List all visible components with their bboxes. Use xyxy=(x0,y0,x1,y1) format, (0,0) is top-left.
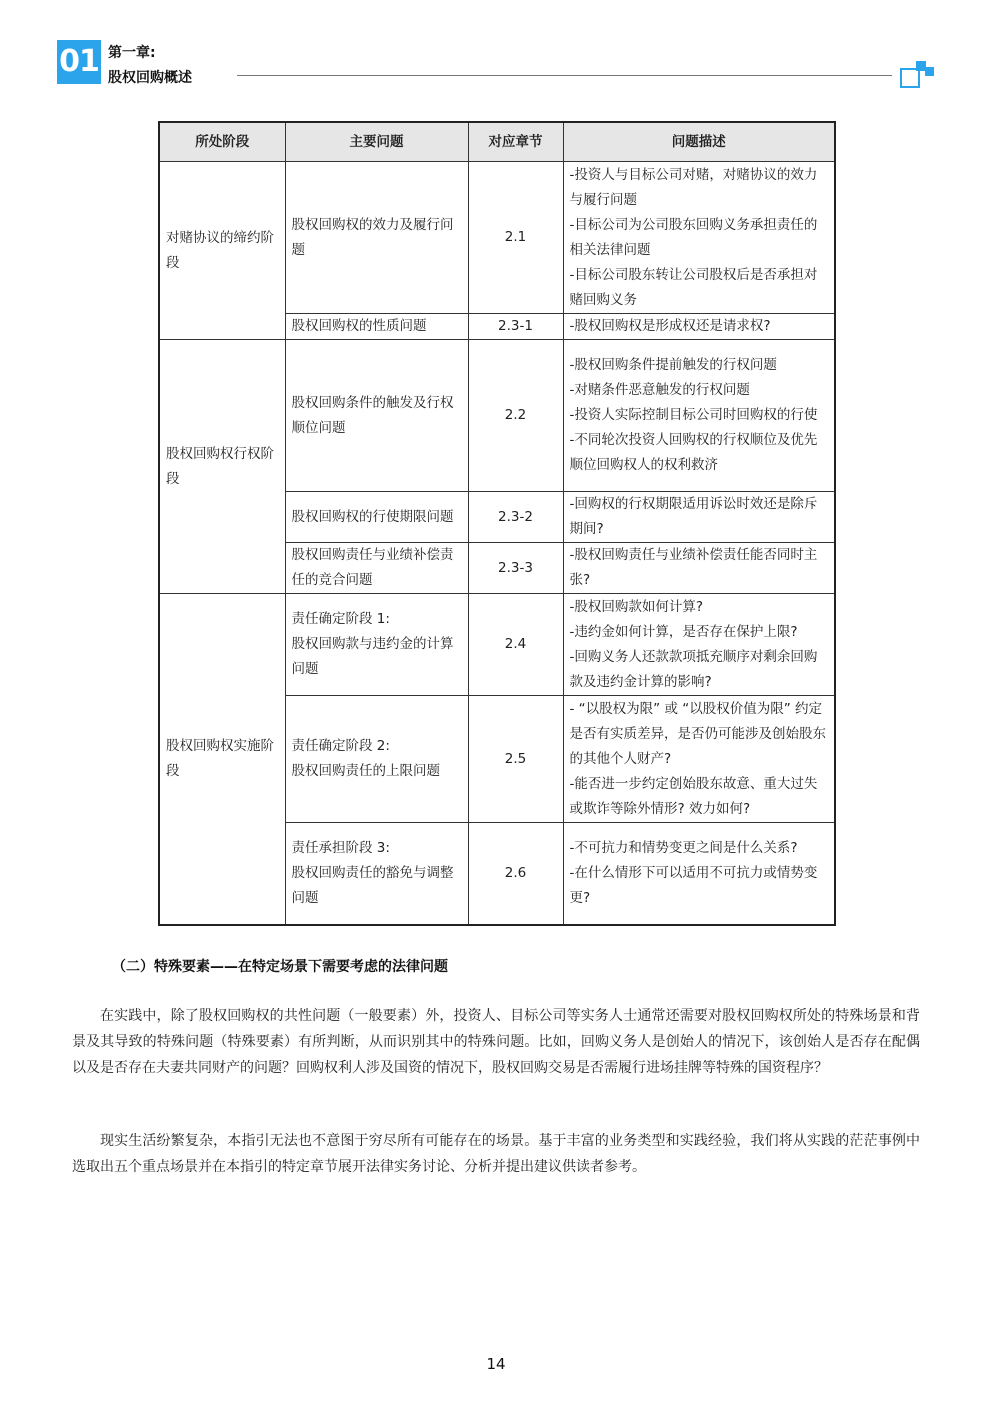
stage-cell: 股权回购权实施阶段 xyxy=(159,594,285,925)
description-line: -在什么情形下可以适用不可抗力或情势变更? xyxy=(569,864,818,906)
description-line: -回购义务人还款款项抵充顺序对剩余回购款及违约金计算的影响? xyxy=(569,648,818,690)
description-line: -股权回购权是形成权还是请求权? xyxy=(569,318,771,334)
body-paragraph: 在实践中，除了股权回购权的共性问题（一般要素）外，投资人、目标公司等实务人士通常还需要对股权回购权所处的特殊场景和背景及其导致的特殊问题（特殊要素）有所判断，从而识别其中的特殊问题。比如，回购义务人是创始人的情况下，该创始人是否存在配偶以及是否存在夫妻共同财产的问题？回购权利人涉及国资的情况下，股权回购交易是否需履行进场挂牌等特殊的国资程序？ xyxy=(72,1008,920,1076)
issue-phase-label: 责任确定阶段 1: xyxy=(291,611,390,627)
corner-squares-icon xyxy=(900,58,940,90)
col-header-stage: 所处阶段 xyxy=(159,122,285,162)
section-cell: 2.2 xyxy=(468,340,563,492)
issue-text: 股权回购款与违约金的计算问题 xyxy=(291,636,454,677)
description-line: -不同轮次投资人回购权的行权顺位及优先顺位回购权人的权利救济 xyxy=(569,432,818,473)
description-line: -股权回购条件提前触发的行权问题 xyxy=(569,357,777,373)
stage-cell: 对赌协议的缔约阶段 xyxy=(159,162,285,340)
section-cell: 2.3-2 xyxy=(468,492,563,543)
issue-cell: 股权回购条件的触发及行权顺位问题 xyxy=(285,340,468,492)
description-line: - “以股权为限” 或 “以股权价值为限” 约定是否有实质差异，是否仍可能涉及创始股东的其他个人财产? xyxy=(569,700,826,767)
issues-table xyxy=(158,121,836,926)
issue-cell: 股权回购权的行使期限问题 xyxy=(285,492,468,543)
chapter-label: 第一章: xyxy=(108,45,156,61)
description-cell xyxy=(563,543,835,594)
table-row xyxy=(159,162,835,314)
description-line: -投资人与目标公司对赌，对赌协议的效力与履行问题 xyxy=(569,166,818,208)
issue-cell xyxy=(285,696,468,823)
description-line: -投资人实际控制目标公司时回购权的行使 xyxy=(569,407,818,423)
table-row xyxy=(159,340,835,492)
section-cell: 2.5 xyxy=(468,696,563,823)
col-header-section: 对应章节 xyxy=(468,122,563,162)
chapter-title: 股权回购概述 xyxy=(108,70,192,86)
issue-text: 股权回购责任的上限问题 xyxy=(291,763,440,779)
stage-cell: 股权回购权行权阶段 xyxy=(159,340,285,594)
col-header-issue: 主要问题 xyxy=(285,122,468,162)
description-line: -目标公司股东转让公司股权后是否承担对赌回购义务 xyxy=(569,266,818,308)
description-line: -股权回购款如何计算? xyxy=(569,598,704,615)
issue-cell xyxy=(285,594,468,696)
body-paragraph: 现实生活纷繁复杂，本指引无法也不意图于穷尽所有可能存在的场景。基于丰富的业务类型和实践经验，我们将从实践的茫茫事例中选取出五个重点场景并在本指引的特定章节展开法律实务讨论、分析并提出建议供读者参考。 xyxy=(72,1133,920,1175)
description-line: -股权回购责任与业绩补偿责任能否同时主张? xyxy=(569,547,818,588)
issue-phase-label: 责任确定阶段 2: xyxy=(291,738,390,754)
section-cell: 2.3-3 xyxy=(468,543,563,594)
page-number: 14 xyxy=(486,1355,506,1373)
table-row xyxy=(159,594,835,696)
section-cell: 2.4 xyxy=(468,594,563,696)
issue-cell: 股权回购权的性质问题 xyxy=(285,314,468,340)
description-cell xyxy=(563,823,835,925)
description-line: -回购权的行权期限适用诉讼时效还是除斥期间? xyxy=(569,496,818,537)
col-header-description: 问题描述 xyxy=(563,122,835,162)
description-cell xyxy=(563,492,835,543)
description-line: -不可抗力和情势变更之间是什么关系? xyxy=(569,839,798,856)
issue-cell: 股权回购责任与业绩补偿责任的竞合问题 xyxy=(285,543,468,594)
table-header-row xyxy=(159,122,835,162)
description-line: -能否进一步约定创始股东故意、重大过失或欺诈等除外情形? 效力如何? xyxy=(569,775,818,817)
section-cell: 2.6 xyxy=(468,823,563,925)
description-cell xyxy=(563,340,835,492)
description-cell xyxy=(563,696,835,823)
issue-text: 股权回购责任的豁免与调整问题 xyxy=(291,864,454,906)
chapter-number-badge: 01 xyxy=(57,40,101,84)
section-subtitle: （二）特殊要素——在特定场景下需要考虑的法律问题 xyxy=(112,959,448,975)
issue-cell xyxy=(285,823,468,925)
issue-phase-label: 责任承担阶段 3: xyxy=(291,839,390,856)
chapter-header xyxy=(57,40,937,90)
description-cell xyxy=(563,594,835,696)
description-line: -违约金如何计算，是否存在保护上限? xyxy=(569,623,798,640)
issue-cell: 股权回购权的效力及履行问题 xyxy=(285,162,468,314)
section-cell: 2.1 xyxy=(468,162,563,314)
description-cell xyxy=(563,314,835,340)
section-cell: 2.3-1 xyxy=(468,314,563,340)
description-line: -对赌条件恶意触发的行权问题 xyxy=(569,382,750,398)
description-cell xyxy=(563,162,835,314)
description-line: -目标公司为公司股东回购义务承担责任的相关法律问题 xyxy=(569,216,818,258)
header-divider xyxy=(237,75,892,76)
